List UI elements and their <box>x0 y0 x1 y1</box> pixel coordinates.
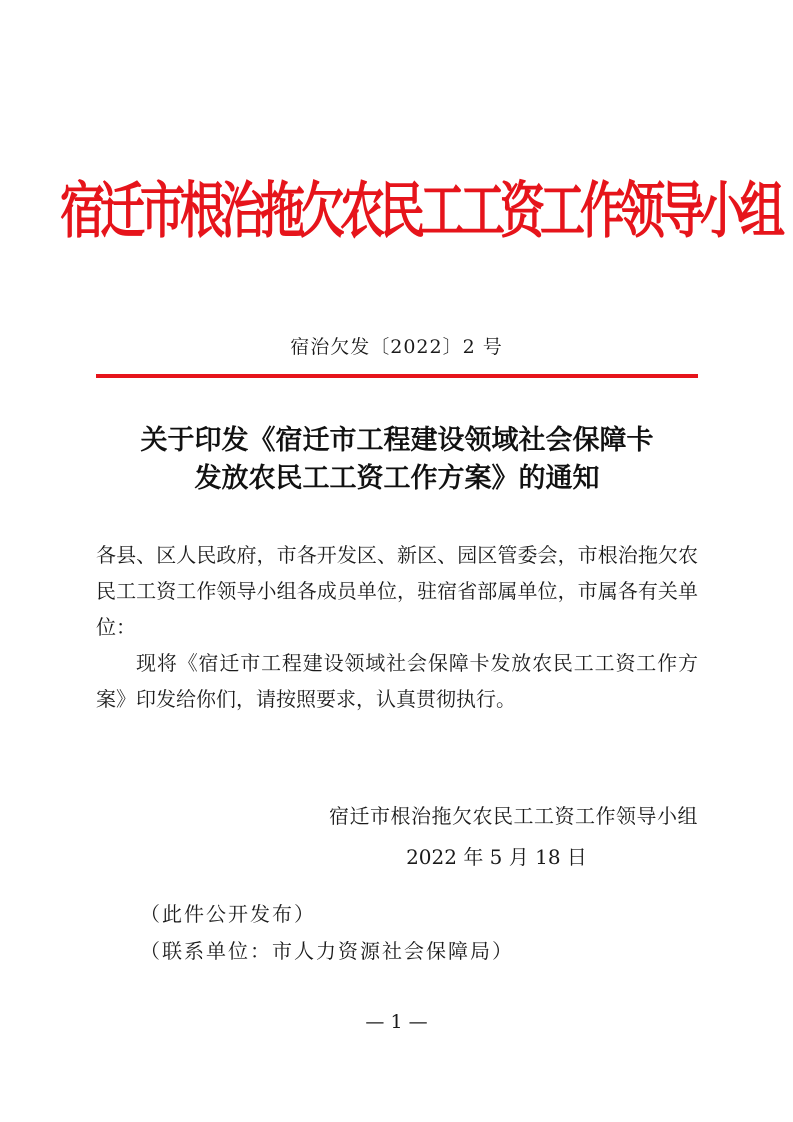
document-title-line-1: 关于印发《宿迁市工程建设领域社会保障卡 <box>140 425 654 456</box>
red-separator-line <box>96 374 698 378</box>
document-number: 宿治欠发〔2022〕2 号 <box>290 336 503 358</box>
body-paragraph: 现将《宿迁市工程建设领域社会保障卡发放农民工工资工作方案》印发给你们，请按照要求，认真贯彻执行。 <box>96 651 698 711</box>
signature-date: 2022 年 5 月 18 日 <box>406 845 587 869</box>
document-title-line-2: 发放农民工工资工作方案》的通知 <box>194 463 600 494</box>
page-number: — 1 — <box>365 1011 428 1033</box>
contact-unit-note: （联系单位：市人力资源社会保障局） <box>140 939 514 963</box>
addressees: 各县、区人民政府，市各开发区、新区、园区管委会，市根治拖欠农民工工资工作领导小组各成员单位，驻宿省部属单位，市属各有关单位： <box>96 543 698 639</box>
masthead-org-name: 宿迁市根治拖欠农民工工资工作领导小组 <box>60 174 781 247</box>
document-title <box>96 422 698 498</box>
public-release-note: （此件公开发布） <box>140 902 316 926</box>
signature-organization: 宿迁市根治拖欠农民工工资工作领导小组 <box>329 804 698 828</box>
document-body <box>96 537 698 717</box>
